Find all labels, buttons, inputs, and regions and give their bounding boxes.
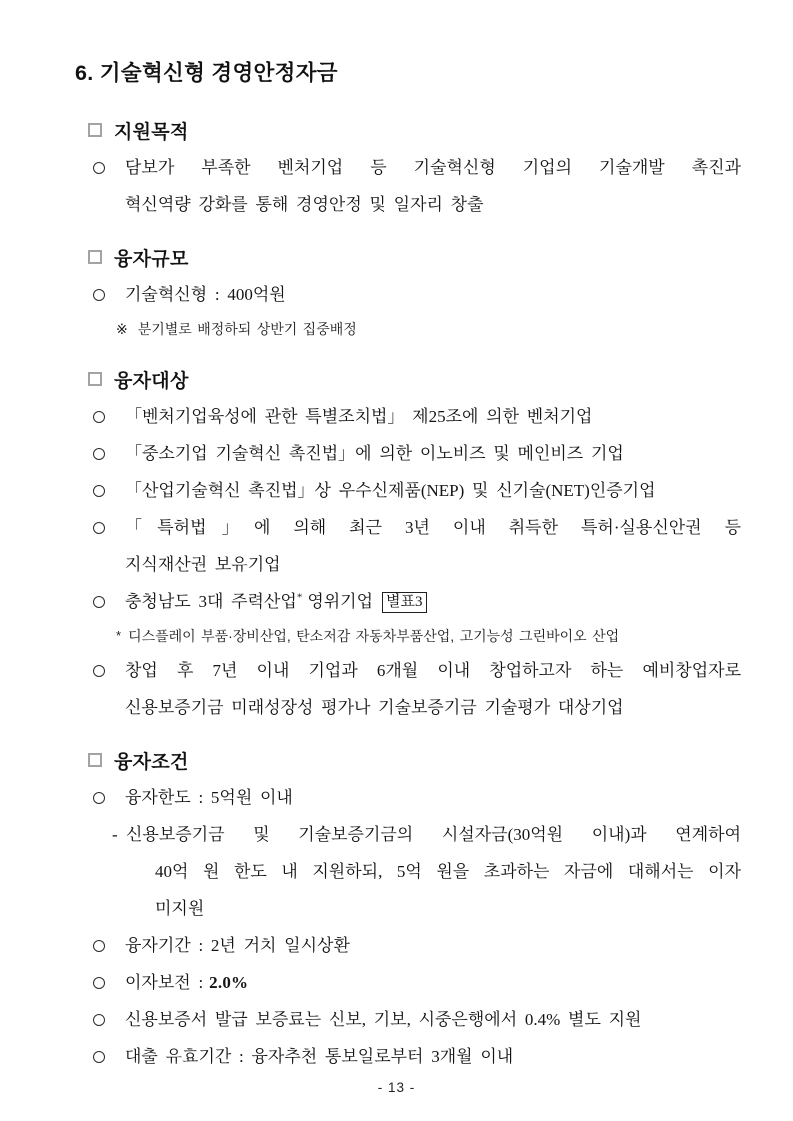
circle-bullet-icon (93, 276, 125, 313)
page-number: - 13 - (377, 1080, 416, 1095)
doc-title: 6. 기술혁신형 경영안정자금 (75, 61, 338, 85)
footnote-text: 분기별로 배정하되 상반기 집중배정 (137, 321, 357, 337)
list-item (93, 927, 741, 964)
body-line: 미지원 (155, 899, 205, 918)
body-line: 융자한도 : 5억원 이내 (125, 788, 293, 807)
square-bullet-icon (88, 753, 102, 767)
circle-bullet-icon (93, 509, 125, 546)
list-item (93, 472, 741, 509)
list-item (93, 435, 741, 472)
footnote (116, 313, 741, 345)
section-heading-label: 지원목적 (114, 121, 189, 143)
section-heading-support-purpose (88, 111, 793, 149)
body-line: 신용보증기금 및 기술보증기금의 시설자금(30억원 이내)과 연계하여 (126, 825, 741, 844)
body-line: 「벤처기업육성에 관한 특별조치법」 제25조에 의한 벤처기업 (125, 407, 593, 426)
asterisk-mark-icon: * (116, 628, 122, 643)
body-text: 충청남도 3대 주력산업 (125, 592, 297, 611)
square-bullet-icon (88, 250, 102, 264)
list-item (93, 398, 741, 435)
list-item (93, 652, 741, 726)
circle-bullet-icon (93, 927, 125, 964)
list-item (93, 509, 741, 583)
body-text: 이자보전 : (125, 973, 204, 992)
footnote (116, 620, 741, 652)
section-heading-loan-terms (88, 741, 793, 779)
sub-list-continuation (155, 853, 741, 927)
reference-mark-icon: ※ (116, 321, 128, 337)
body-line: 「특허법」에 의해 최근 3년 이내 취득한 특허·실용신안권 등 (125, 518, 741, 537)
interest-rate-value: 2.0% (209, 973, 249, 992)
body-line (125, 964, 741, 1001)
list-item (93, 964, 741, 1001)
circle-bullet-icon (93, 652, 125, 689)
body-line: 융자기간 : 2년 거치 일시상환 (125, 936, 350, 955)
list-item (93, 583, 741, 620)
circle-bullet-icon (93, 398, 125, 435)
body-line: 대출 유효기간 : 융자추천 통보일로부터 3개월 이내 (125, 1047, 514, 1066)
sub-list-item (112, 816, 741, 853)
circle-bullet-icon (93, 435, 125, 472)
body-line: 신용보증서 발급 보증료는 신보, 기보, 시중은행에서 0.4% 별도 지원 (125, 1010, 642, 1029)
circle-bullet-icon (93, 964, 125, 1001)
list-item (93, 276, 741, 313)
body-line: 「중소기업 기술혁신 촉진법」에 의한 이노비즈 및 메인비즈 기업 (125, 444, 624, 463)
body-line: 혁신역량 강화를 통해 경영안정 및 일자리 창출 (125, 195, 484, 214)
body-line: 지식재산권 보유기업 (125, 555, 281, 574)
section-heading-label: 융자대상 (114, 370, 189, 392)
body-line: 창업 후 7년 이내 기업과 6개월 이내 창업하고자 하는 예비창업자로 (125, 661, 741, 680)
circle-bullet-icon (93, 1038, 125, 1075)
square-bullet-icon (88, 123, 102, 137)
dash-bullet-icon: - (112, 825, 118, 844)
body-line: 기술혁신형 : 400억원 (125, 285, 286, 304)
list-item (93, 149, 741, 223)
body-text: 영위기업 (307, 592, 374, 611)
asterisk-superscript: * (296, 591, 303, 604)
footnote-text: 디스플레이 부품·장비산업, 탄소저감 자동차부품산업, 고기능성 그린바이오 산업 (128, 628, 620, 644)
section-heading-label: 융자조건 (114, 751, 189, 773)
body-line: 40억 원 한도 내 지원하되, 5억 원을 초과하는 자금에 대해서는 이자 (155, 862, 741, 881)
circle-bullet-icon (93, 149, 125, 186)
body-line (125, 583, 741, 620)
section-heading-label: 융자규모 (114, 248, 189, 270)
circle-bullet-icon (93, 583, 125, 620)
circle-bullet-icon (93, 1001, 125, 1038)
circle-bullet-icon (93, 779, 125, 816)
list-item (93, 1038, 741, 1075)
list-item (93, 779, 741, 816)
body-line: 담보가 부족한 벤처기업 등 기술혁신형 기업의 기술개발 촉진과 (125, 158, 741, 177)
section-heading-loan-target (88, 360, 793, 398)
body-line: 「산업기술혁신 촉진법」상 우수신제품(NEP) 및 신기술(NET)인증기업 (125, 481, 656, 500)
annex-3-badge: 별표3 (382, 592, 426, 613)
list-item (93, 1001, 741, 1038)
circle-bullet-icon (93, 472, 125, 509)
square-bullet-icon (88, 372, 102, 386)
section-heading-loan-scale (88, 238, 793, 276)
body-line: 신용보증기금 미래성장성 평가나 기술보증기금 기술평가 대상기업 (125, 698, 624, 717)
